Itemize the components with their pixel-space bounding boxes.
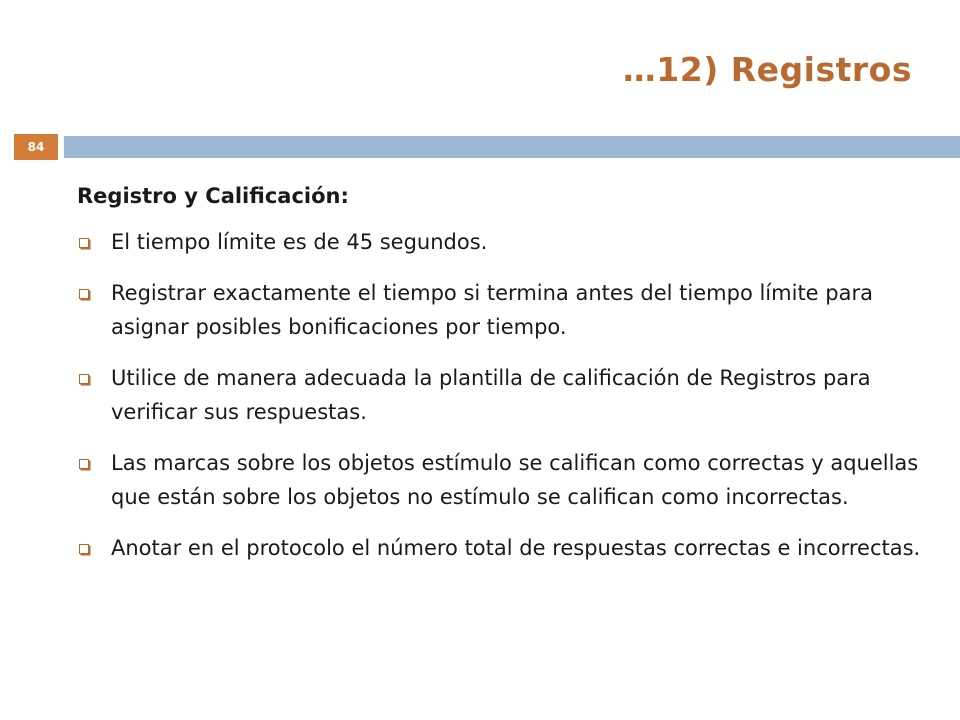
- bullet-text: El tiempo límite es de 45 segundos.: [111, 230, 488, 254]
- bullet-text: Registrar exactamente el tiempo si termina antes del tiempo límite para asignar posibles bonificaciones por tiempo.: [111, 281, 873, 339]
- square-bullet-icon: [79, 289, 89, 299]
- header-rule-bar: [64, 136, 960, 158]
- bullet-text: Utilice de manera adecuada la plantilla de calificación de Registros para verificar sus respuestas.: [111, 366, 871, 424]
- square-bullet-icon: [79, 459, 89, 469]
- slide-title: …12) Registros: [622, 50, 912, 89]
- slide-content: [77, 181, 927, 582]
- bullet-item: [77, 276, 927, 344]
- page-number-badge: 84: [14, 134, 58, 160]
- square-bullet-icon: [79, 544, 89, 554]
- bullet-item: [77, 361, 927, 429]
- square-bullet-icon: [79, 238, 89, 248]
- square-bullet-icon: [79, 374, 89, 384]
- bullet-list: [77, 225, 927, 565]
- bullet-text: Anotar en el protocolo el número total de respuestas correctas e incorrectas.: [111, 536, 921, 560]
- bullet-item: [77, 531, 927, 565]
- bullet-item: [77, 446, 927, 514]
- bullet-text: Las marcas sobre los objetos estímulo se califican como correctas y aquellas que están sobre los objetos no estímulo se califican como incorrectas.: [111, 451, 919, 509]
- section-heading: Registro y Calificación:: [77, 184, 349, 208]
- bullet-item: [77, 225, 927, 259]
